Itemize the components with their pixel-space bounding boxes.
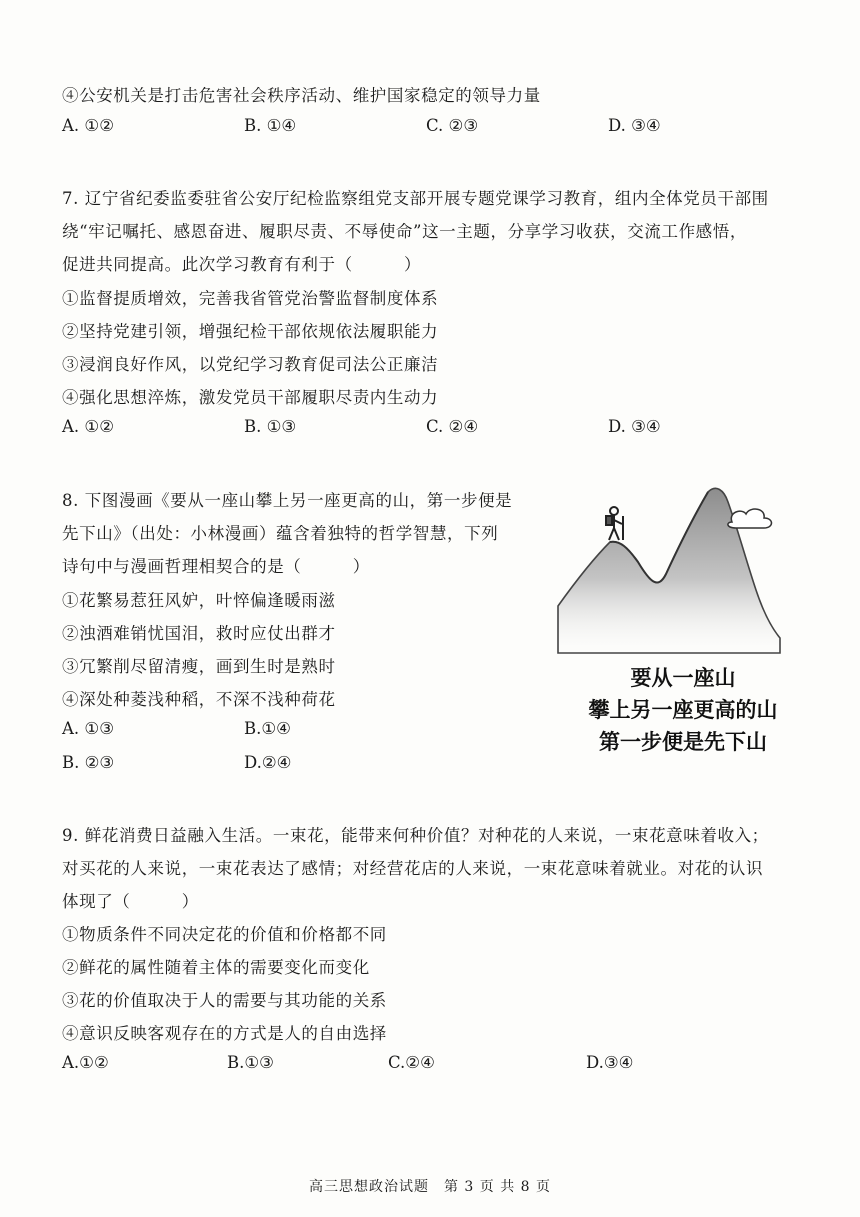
option-c: C. ②④ — [426, 417, 479, 436]
q9-stem-line-3: 体现了（ ） — [62, 892, 199, 911]
q7-options — [62, 417, 822, 441]
q8-stem-line-1: 8. 下图漫画《要从一座山攀上另一座更高的山，第一步便是 — [62, 491, 513, 510]
option-d: D. ③④ — [608, 116, 661, 135]
q8-stem-line-2: 先下山》（出处：小林漫画）蕴含着独特的哲学智慧，下列 — [62, 524, 499, 543]
q8-stem-line-3: 诗句中与漫画哲理相契合的是（ ） — [62, 557, 370, 576]
mountain-cartoon — [548, 478, 818, 778]
q7-item-4: ④强化思想淬炼，激发党员干部履职尽责内生动力 — [62, 388, 439, 407]
q7-item-1: ①监督提质增效，完善我省管党治警监督制度体系 — [62, 289, 439, 308]
option-d: D. ③④ — [608, 417, 661, 436]
q9-item-3: ③花的价值取决于人的需要与其功能的关系 — [62, 991, 387, 1010]
q8-item-2: ②浊酒难销忧国泪，救时应仗出群才 — [62, 624, 336, 643]
option-d: D.②④ — [244, 753, 292, 772]
option-a: A. ①② — [62, 116, 114, 135]
q7-stem-line-1: 7. 辽宁省纪委监委驻省公安厅纪检监察组党支部开展专题党课学习教育，组内全体党员干部围 — [62, 189, 769, 208]
option-b: B. ①④ — [244, 116, 297, 135]
option-a: A. ①② — [62, 417, 114, 436]
option-b-second: B. ②③ — [62, 753, 115, 772]
option-a: A. ①③ — [62, 719, 114, 738]
q8-item-4: ④深处种菱浅种稻，不深不浅种荷花 — [62, 690, 336, 709]
prev-question-item-4: ④公安机关是打击危害社会秩序活动、维护国家稳定的领导力量 — [62, 86, 541, 105]
cartoon-caption-line-3: 第一步便是先下山 — [599, 730, 767, 754]
prev-question-options — [62, 116, 822, 140]
option-c: C. ②③ — [426, 116, 479, 135]
q7-item-2: ②坚持党建引领，增强纪检干部依规依法履职能力 — [62, 322, 439, 341]
option-d: D.③④ — [586, 1053, 634, 1072]
q7-stem-line-2: 绕“牢记嘱托、感恩奋进、履职尽责、不辱使命”这一主题，分享学习收获，交流工作感悟， — [62, 222, 747, 241]
option-b: B.①③ — [227, 1053, 274, 1072]
hiker-icon — [606, 507, 623, 540]
q9-item-1: ①物质条件不同决定花的价值和价格都不同 — [62, 925, 387, 944]
option-b: B.①④ — [244, 719, 291, 738]
q7-stem-line-3: 促进共同提高。此次学习教育有利于（ ） — [62, 255, 422, 274]
q9-stem-line-1: 9. 鲜花消费日益融入生活。一束花，能带来何种价值？对种花的人来说，一束花意味着收入； — [62, 826, 769, 845]
q9-item-4: ④意识反映客观存在的方式是人的自由选择 — [62, 1024, 387, 1043]
cartoon-caption-line-1: 要从一座山 — [630, 666, 736, 690]
cartoon-caption-line-2: 攀上另一座更高的山 — [588, 698, 778, 722]
page-footer: 高三思想政治试题 第 3 页 共 8 页 — [308, 1179, 552, 1195]
cloud-icon — [728, 509, 772, 528]
option-b: B. ①③ — [244, 417, 297, 436]
option-a: A.①② — [62, 1053, 109, 1072]
q7-item-3: ③浸润良好作风，以党纪学习教育促司法公正廉洁 — [62, 355, 439, 374]
q8-item-3: ③冗繁削尽留清瘦，画到生时是熟时 — [62, 657, 336, 676]
q9-stem-line-2: 对买花的人来说，一束花表达了感情；对经营花店的人来说，一束花意味着就业。对花的认识 — [62, 859, 764, 878]
q9-options — [62, 1053, 822, 1077]
option-c: C.②④ — [388, 1053, 435, 1072]
q9-item-2: ②鲜花的属性随着主体的需要变化而变化 — [62, 958, 370, 977]
q8-item-1: ①花繁易惹狂风妒，叶悴偏逢暖雨滋 — [62, 591, 336, 610]
